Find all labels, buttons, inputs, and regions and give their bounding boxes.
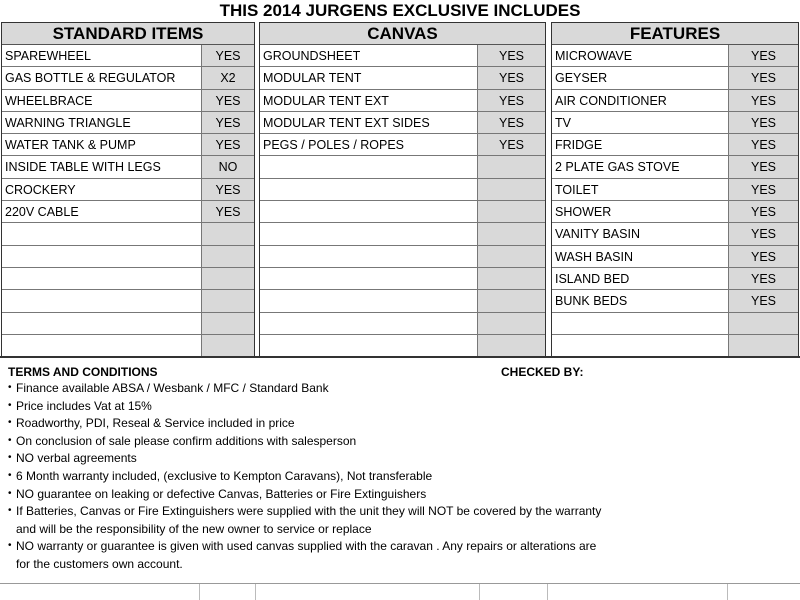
table-row	[260, 179, 545, 201]
row-item-label: MODULAR TENT	[260, 67, 478, 88]
row-item-label	[2, 268, 202, 289]
row-item-label: MODULAR TENT EXT SIDES	[260, 112, 478, 133]
row-included-value	[478, 179, 545, 200]
standard-items-table	[1, 22, 255, 357]
row-included-value: YES	[729, 290, 798, 311]
row-item-label: 2 PLATE GAS STOVE	[552, 156, 729, 177]
standard-items-heading: STANDARD ITEMS	[2, 23, 254, 45]
footer-cell	[548, 584, 728, 600]
terms-item: • 6 Month warranty included, (exclusive to Kempton Caravans), Not transferable	[8, 468, 608, 486]
table-row	[2, 268, 254, 290]
row-item-label: ISLAND BED	[552, 268, 729, 289]
row-included-value: YES	[729, 45, 798, 66]
terms-item: • Finance available ABSA / Wesbank / MFC / Standard Bank	[8, 380, 608, 398]
row-included-value: YES	[729, 156, 798, 177]
row-item-label: PEGS / POLES / ROPES	[260, 134, 478, 155]
footer-cell	[200, 584, 256, 600]
canvas-table	[259, 22, 546, 357]
row-item-label	[260, 268, 478, 289]
row-included-value: YES	[729, 90, 798, 111]
row-item-label	[260, 246, 478, 267]
table-row	[552, 290, 798, 312]
row-included-value: YES	[729, 112, 798, 133]
row-item-label: FRIDGE	[552, 134, 729, 155]
table-row	[2, 201, 254, 223]
row-included-value	[202, 268, 254, 289]
table-row	[260, 90, 545, 112]
terms-item: • On conclusion of sale please confirm additions with salesperson	[8, 433, 608, 451]
table-row	[552, 246, 798, 268]
table-row	[260, 156, 545, 178]
row-item-label	[260, 223, 478, 244]
table-row	[552, 45, 798, 67]
row-included-value	[202, 246, 254, 267]
row-included-value: YES	[729, 201, 798, 222]
row-item-label	[2, 290, 202, 311]
row-included-value: YES	[478, 45, 545, 66]
row-item-label	[260, 313, 478, 334]
terms-list	[8, 380, 608, 574]
row-item-label	[552, 313, 729, 334]
row-included-value: YES	[729, 223, 798, 244]
table-row	[2, 112, 254, 134]
table-row	[552, 179, 798, 201]
table-row	[2, 290, 254, 312]
terms-and-conditions	[8, 364, 608, 574]
row-included-value: YES	[478, 134, 545, 155]
row-item-label: WATER TANK & PUMP	[2, 134, 202, 155]
row-included-value: YES	[202, 45, 254, 66]
row-item-label	[260, 179, 478, 200]
row-item-label: WARNING TRIANGLE	[2, 112, 202, 133]
row-item-label: GAS BOTTLE & REGULATOR	[2, 67, 202, 88]
row-item-label	[260, 156, 478, 177]
row-item-label: SHOWER	[552, 201, 729, 222]
row-item-label: BUNK BEDS	[552, 290, 729, 311]
table-row	[552, 67, 798, 89]
features-rows	[552, 45, 798, 357]
row-included-value: YES	[478, 112, 545, 133]
row-item-label: SPAREWHEEL	[2, 45, 202, 66]
row-item-label	[552, 335, 729, 357]
canvas-heading: CANVAS	[260, 23, 545, 45]
table-row	[2, 90, 254, 112]
terms-item: • NO verbal agreements	[8, 450, 608, 468]
row-included-value	[202, 335, 254, 357]
table-row	[2, 45, 254, 67]
features-heading: FEATURES	[552, 23, 798, 45]
terms-item: • Price includes Vat at 15%	[8, 398, 608, 416]
document-title: THIS 2014 JURGENS EXCLUSIVE INCLUDES	[219, 1, 581, 20]
row-item-label	[2, 313, 202, 334]
row-included-value: X2	[202, 67, 254, 88]
canvas-rows	[260, 45, 545, 357]
table-row	[552, 112, 798, 134]
row-included-value	[729, 313, 798, 334]
row-included-value: YES	[729, 246, 798, 267]
checked-by-label: CHECKED BY:	[501, 365, 584, 379]
table-row	[552, 90, 798, 112]
row-included-value: YES	[729, 67, 798, 88]
table-row	[260, 246, 545, 268]
row-included-value	[729, 335, 798, 357]
row-item-label: MICROWAVE	[552, 45, 729, 66]
row-item-label	[2, 246, 202, 267]
row-included-value: YES	[729, 268, 798, 289]
table-row	[552, 268, 798, 290]
terms-item: • NO warranty or guarantee is given with used canvas supplied with the caravan . Any repairs or alterations are for the customers own account.	[8, 538, 608, 573]
row-included-value	[478, 156, 545, 177]
row-item-label	[2, 335, 202, 357]
row-item-label: 220V CABLE	[2, 201, 202, 222]
row-included-value	[202, 223, 254, 244]
table-row	[260, 223, 545, 245]
row-included-value	[478, 268, 545, 289]
row-included-value	[478, 335, 545, 357]
table-row	[260, 335, 545, 357]
table-row	[552, 335, 798, 357]
table-row	[552, 134, 798, 156]
table-row	[2, 134, 254, 156]
standard-items-rows	[2, 45, 254, 357]
footer-grid	[0, 584, 800, 600]
row-included-value	[202, 313, 254, 334]
row-item-label	[260, 290, 478, 311]
footer-cell	[0, 584, 200, 600]
table-row	[260, 45, 545, 67]
row-item-label: TOILET	[552, 179, 729, 200]
terms-item: • NO guarantee on leaking or defective Canvas, Batteries or Fire Extinguishers	[8, 486, 608, 504]
row-included-value	[478, 246, 545, 267]
row-included-value	[478, 223, 545, 244]
terms-item: • If Batteries, Canvas or Fire Extinguishers were supplied with the unit they will NOT be covered by the warranty and will be the responsibility of the new owner to service or replace	[8, 503, 608, 538]
footer-cell	[256, 584, 480, 600]
row-item-label	[260, 201, 478, 222]
table-row	[552, 313, 798, 335]
table-row	[260, 313, 545, 335]
table-row	[260, 290, 545, 312]
row-item-label: VANITY BASIN	[552, 223, 729, 244]
table-row	[260, 268, 545, 290]
row-included-value: YES	[729, 134, 798, 155]
table-row	[260, 134, 545, 156]
footer-cell	[480, 584, 548, 600]
row-item-label: GROUNDSHEET	[260, 45, 478, 66]
row-included-value: YES	[202, 179, 254, 200]
row-included-value: YES	[202, 201, 254, 222]
terms-heading: TERMS AND CONDITIONS	[8, 365, 158, 379]
table-row	[2, 335, 254, 357]
row-included-value	[202, 290, 254, 311]
features-table	[551, 22, 799, 357]
table-row	[2, 67, 254, 89]
row-item-label	[260, 335, 478, 357]
row-included-value	[478, 201, 545, 222]
row-item-label: INSIDE TABLE WITH LEGS	[2, 156, 202, 177]
terms-item: • Roadworthy, PDI, Reseal & Service included in price	[8, 415, 608, 433]
table-row	[2, 179, 254, 201]
footer-cell	[728, 584, 800, 600]
row-included-value: YES	[729, 179, 798, 200]
row-item-label	[2, 223, 202, 244]
table-row	[2, 313, 254, 335]
row-included-value: YES	[202, 112, 254, 133]
row-item-label: TV	[552, 112, 729, 133]
table-row	[2, 246, 254, 268]
table-row	[260, 201, 545, 223]
row-item-label: MODULAR TENT EXT	[260, 90, 478, 111]
row-item-label: WHEELBRACE	[2, 90, 202, 111]
row-item-label: GEYSER	[552, 67, 729, 88]
table-row	[260, 112, 545, 134]
row-item-label: AIR CONDITIONER	[552, 90, 729, 111]
row-included-value: YES	[202, 90, 254, 111]
row-included-value	[478, 290, 545, 311]
row-item-label: WASH BASIN	[552, 246, 729, 267]
row-included-value	[478, 313, 545, 334]
section-divider	[0, 356, 800, 358]
table-row	[552, 156, 798, 178]
row-included-value: NO	[202, 156, 254, 177]
table-row	[2, 223, 254, 245]
table-row	[552, 201, 798, 223]
row-included-value: YES	[202, 134, 254, 155]
row-item-label: CROCKERY	[2, 179, 202, 200]
table-row	[552, 223, 798, 245]
row-included-value: YES	[478, 67, 545, 88]
table-row	[2, 156, 254, 178]
table-row	[260, 67, 545, 89]
row-included-value: YES	[478, 90, 545, 111]
